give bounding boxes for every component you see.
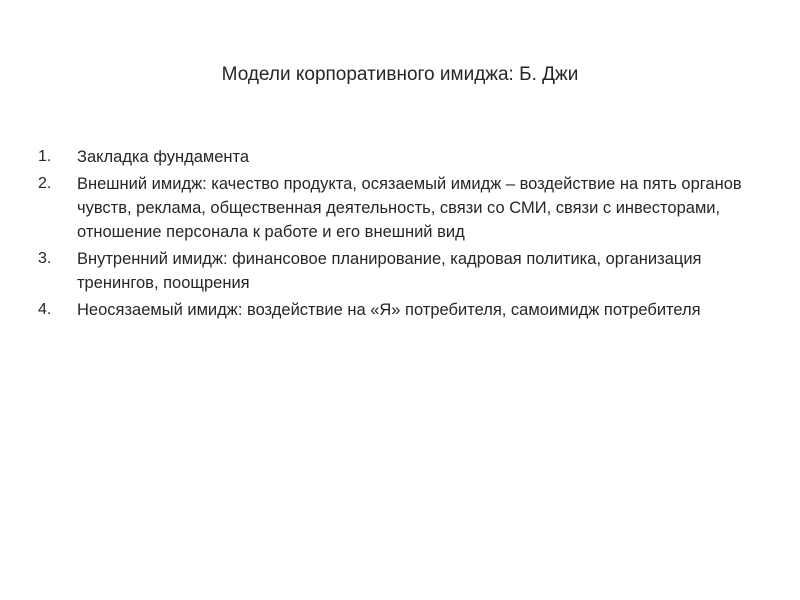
list-item (0, 298, 742, 322)
list-item-number: 4. (38, 301, 52, 318)
list-item (0, 247, 742, 295)
slide-title: Модели корпоративного имиджа: Б. Джи (221, 64, 579, 85)
list-item-number: 1. (38, 148, 52, 165)
list-item-text: Внутренний имидж: финансовое планирование, кадровая политика, организация тренингов, поощрения (77, 250, 702, 292)
list-item-text: Закладка фундамента (77, 148, 250, 166)
list-item (0, 172, 742, 244)
numbered-list (0, 145, 742, 325)
list-item-text: Внешний имидж: качество продукта, осязаемый имидж – воздействие на пять органов чувств, реклама, общественная деятельность, связи со СМИ, связи с инвесторами, отношение персонала к работе и его внешний вид (77, 175, 742, 241)
list-item-number: 3. (38, 250, 52, 267)
list-item (0, 145, 742, 169)
list-item-number: 2. (38, 175, 52, 192)
list-item-text: Неосязаемый имидж: воздействие на «Я» потребителя, самоимидж потребителя (77, 301, 701, 319)
